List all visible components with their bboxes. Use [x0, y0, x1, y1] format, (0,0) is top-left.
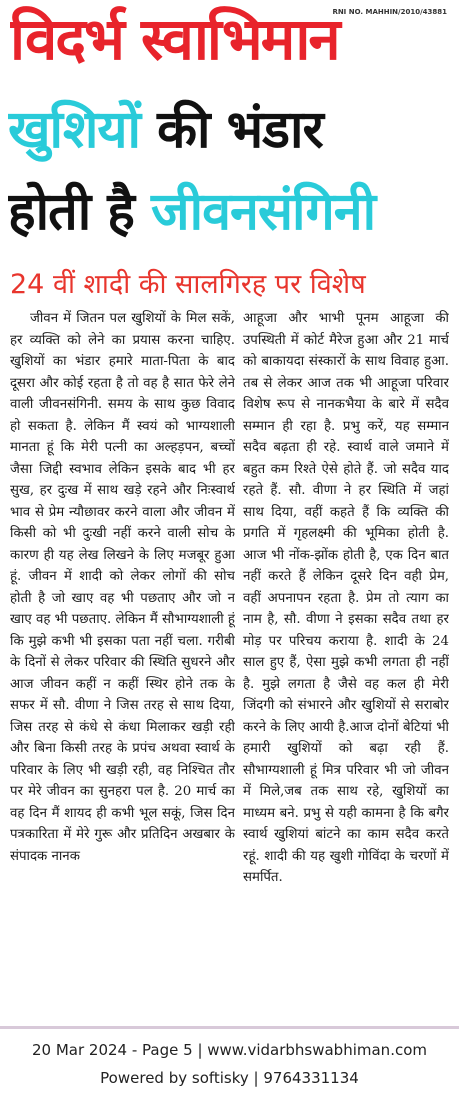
newspaper-name-logo: विदर्भ स्वाभिमान: [10, 6, 339, 72]
masthead: [0, 0, 459, 80]
rni-number: RNI NO. MAHHIN/2010/43881: [332, 8, 447, 16]
subheadline: 24 वीं शादी की सालगिरह पर विशेष: [10, 269, 366, 300]
article-column-left: जीवन में जितन पल खुशियों के मिल सकें, हर व्यक्ति को लेने का प्रयास करना चाहिए. खुशियों का भंडार हमारे माता-पिता के बाद दूसरा और कोई रहता है तो वह है सात फेरे लेने वाली जीवनसंगिनी. समय के साथ कुछ विवाद हो सकता है. लेकिन मैं स्वयं को भाग्यशाली मानता हूं कि मेरी पत्नी का अल्हड़पन, बच्चों जैसा जिद्दी स्वभाव लेकिन इसके बाद भी हर सुख, हर दुःख में साथ खड़े रहने और निःस्वार्थ भाव से प्रेम न्यौछावर करने वाला और जीवन में किसी को भी दुःखी नहीं करने वाली सोच के कारण ही यह लेख लिखने के लिए मजबूर हुआ हूं. जीवन में शादी को लेकर लोगों की सोच होती है जो खाए वह भी पछताए और जो न खाए वह भी पछताए. लेकिन मैं सौभाग्यशाली हूं कि मुझे कभी भी इसका पता नहीं चला. गरीबी के दिनों से लेकर परिवार की स्थिति सुधरने और आज जीवन कहीं न कहीं स्थिर होने तक के सफर में सौ. वीणा ने जिस तरह से साथ दिया, जिस तरह से कंधे से कंधा मिलाकर खड़ी रही और बिना किसी तरह के प्रपंच अथवा स्वार्थ के परिवार के लिए भी खड़ी रही, वह निश्चित तौर पर मेरे जीवन का सुनहरा पल है. 20 मार्च का वह दिन मैं शायद ही कभी भूल सकूं, जिस दिन पत्रकारिता में मेरे गुरू और प्रतिदिन अखबार के संपादक नानक: [10, 311, 235, 864]
headline-line-1: [8, 92, 453, 168]
headline-word-jeevansangini: जीवनसंगिनी: [151, 182, 376, 242]
headline-word-hoti-hai: होती है: [8, 182, 134, 242]
footer-date-page-website: 20 Mar 2024 - Page 5 | www.vidarbhswabhiman.com: [32, 1041, 427, 1059]
article-column-right: आहूजा और भाभी पूनम आहूजा की उपस्थिती में कोर्ट मैरेज हुआ और 21 मार्च को बाकायदा संस्कारों के साथ विवाह हुआ. तब से लेकर आज तक भी आहूजा परिवार विशेष रूप से नानकभैया के बारे में सदैव सम्मान ही रहा है. प्रभु करें, यह सम्मान सदैव बढ़ता ही रहे. स्वार्थ वाले जमाने में बहुत कम रिश्ते ऐसे होते हैं. जो सदैव याद रहते हैं. सौ. वीणा ने हर स्थिति में जहां साथ दिया, वहीं कहते हैं कि व्यक्ति की प्रगति में गृहलक्ष्मी की भूमिका होती है. आज भी नोंक-झोंक होती है, एक दिन बात नहीं करते हैं लेकिन दूसरे दिन वही प्रेम, वहीं अपनापन रहता है. प्रेम तो त्याग का नाम है, सौ. वीणा ने इसका सदैव तथा हर मोड़ पर परिचय कराया है. शादी के 24 साल हुए हैं, ऐसा मुझे कभी लगता ही नहीं है. मुझे लगता है जैसे वह कल ही मेरी जिंदगी को संभारने और खुशियों से सराबोर करने के लिए आयी है.आज दोनों बेटियां भी हमारी खुशियों को बढ़ा रही हैं. सौभाग्यशाली हूं मित्र परिवार भी जो जीवन में मिले,जब तक साथ रहे, खुशियों का माध्यम बने. प्रभु से यही कामना है कि बगैर स्वार्थ खुशियां बांटने का काम सदैव करते रहूं. शादी की यह खुशी गोविंदा के चरणों में समर्पित.: [243, 311, 449, 885]
footer-divider: [0, 1026, 459, 1029]
headline-word-khushiyon: खुशियों: [8, 100, 140, 160]
headline-word-ki-bhandar: की भंडार: [157, 100, 323, 160]
headline-line-2: [8, 172, 453, 252]
footer-powered-by: Powered by softisky | 9764331134: [100, 1069, 359, 1087]
footer: [0, 1036, 459, 1092]
